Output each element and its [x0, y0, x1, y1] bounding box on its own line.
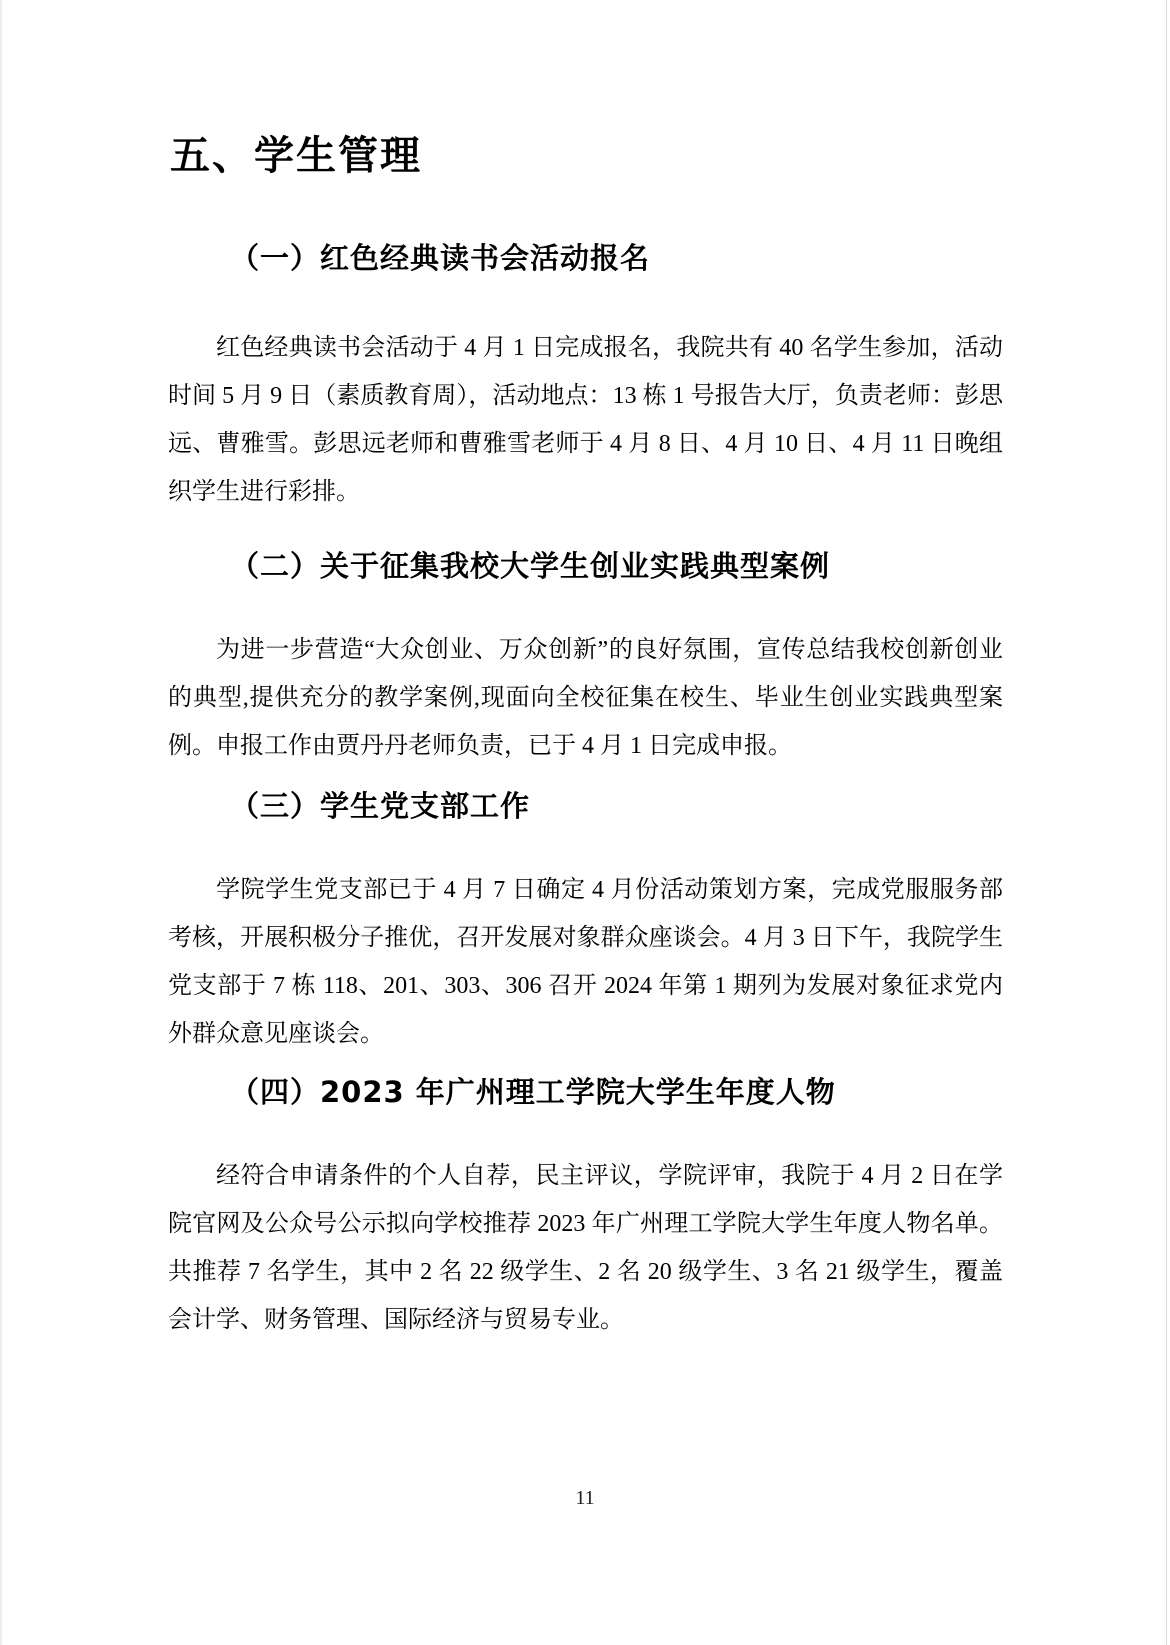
page-number: 11	[575, 1487, 595, 1509]
section-heading: （一）红色经典读书会活动报名	[230, 241, 651, 275]
page-edge-right	[1166, 0, 1167, 1645]
section-heading: （三）学生党支部工作	[230, 789, 531, 823]
section-reading-club	[168, 238, 1003, 516]
section-paragraph: 为进一步营造“大众创业、万众创新”的良好氛围，宣传总结我校创新创业的典型,提供充分的教学案例,现面向全校征集在校生、毕业生创业实践典型案例。申报工作由贾丹丹老师负责，已于 4 月 1 日完成申报。	[168, 637, 1003, 759]
section-entrepreneurship-cases	[168, 546, 1003, 770]
section-party-branch	[168, 786, 1003, 1058]
page-title: 五、学生管理	[170, 133, 422, 179]
section-heading: （二）关于征集我校大学生创业实践典型案例	[230, 549, 831, 583]
section-person-of-the-year	[168, 1072, 1003, 1344]
section-paragraph: 学院学生党支部已于 4 月 7 日确定 4 月份活动策划方案，完成党服服务部考核，开展积极分子推优，召开发展对象群众座谈会。4 月 3 日下午，我院学生党支部于 7 栋 118、201、303、306 召开 2024 年第 1 期列为发展对象征求党内外群众意见座谈会。	[168, 877, 1003, 1047]
section-paragraph: 经符合申请条件的个人自荐，民主评议，学院评审，我院于 4 月 2 日在学院官网及公众号公示拟向学校推荐 2023 年广州理工学院大学生年度人物名单。共推荐 7 名学生，其中 2 名 22 级学生、2 名 20 级学生、3 名 21 级学生，覆盖会计学、财务管理、国际经济与贸易专业。	[168, 1163, 1003, 1333]
page-edge-left	[0, 0, 2, 1645]
section-heading: （四）2023 年广州理工学院大学生年度人物	[230, 1075, 836, 1109]
section-paragraph: 红色经典读书会活动于 4 月 1 日完成报名，我院共有 40 名学生参加，活动时间 5 月 9 日（素质教育周），活动地点：13 栋 1 号报告大厅，负责老师：彭思远、曹雅雪。彭思远老师和曹雅雪老师于 4 月 8 日、4 月 10 日、4 月 11 日晚组织学生进行彩排。	[168, 335, 1003, 505]
